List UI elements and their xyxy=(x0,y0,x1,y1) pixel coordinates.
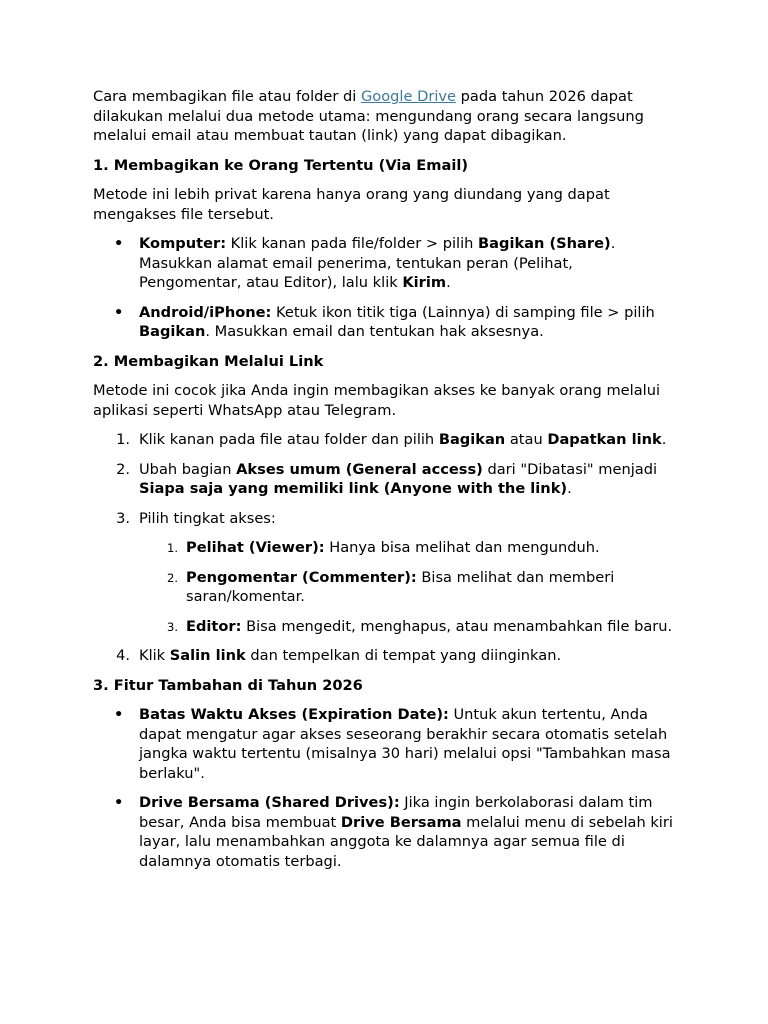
access-level-sub-list xyxy=(139,538,678,636)
list-item-step-1 xyxy=(93,430,678,450)
list-item-shared-drives xyxy=(93,793,678,871)
list-number: 2. xyxy=(116,460,130,478)
item-bold: Salin link xyxy=(169,647,246,664)
item-text: . Masukkan alamat email penerima, tentukan peran (Pelihat, Pengomentar, atau Editor), lalu klik xyxy=(139,235,616,291)
item-text: atau xyxy=(505,431,548,448)
item-label: Pengomentar (Commenter): xyxy=(186,568,417,586)
section-2-numbered-list xyxy=(93,430,678,666)
sub-item-editor xyxy=(139,617,678,637)
item-bold: Bagikan (Share) xyxy=(478,235,611,252)
sub-list-number: 2. xyxy=(167,570,178,585)
section-2-heading: 2. Membagikan Melalui Link xyxy=(93,352,324,370)
item-text: melalui menu di sebelah kiri layar, lalu menambahkan anggota ke dalamnya agar semua file di dalamnya otomatis terbagi. xyxy=(139,813,673,870)
item-text: . xyxy=(446,274,451,291)
item-label: Batas Waktu Akses (Expiration Date): xyxy=(139,706,449,723)
item-text: . xyxy=(567,480,572,497)
item-text: Jika ingin berkolaborasi dalam tim besar, Anda bisa membuat xyxy=(139,794,653,831)
sub-list-number: 1. xyxy=(167,541,178,555)
bullet-icon: • xyxy=(114,303,124,321)
list-item-komputer xyxy=(93,234,678,293)
item-label: Android/iPhone: xyxy=(139,303,272,321)
item-text: Bisa melihat dan memberi saran/komentar. xyxy=(186,568,615,605)
list-item-android-iphone xyxy=(93,303,678,342)
list-number: 4. xyxy=(116,647,130,664)
item-bold: Kirim xyxy=(402,274,447,291)
item-bold: Drive Bersama xyxy=(340,813,462,831)
bullet-icon: • xyxy=(114,794,124,811)
sub-list-number: 3. xyxy=(167,619,178,634)
intro-text-post: pada tahun 2026 dapat dilakukan melalui dua metode utama: mengundang orang secara langsung melalui email atau membuat tautan (link) yang dapat dibagikan. xyxy=(93,88,644,144)
google-drive-link[interactable]: Google Drive xyxy=(361,88,457,105)
section-2-description: Metode ini cocok jika Anda ingin membagikan akses ke banyak orang melalui aplikasi seperti WhatsApp atau Telegram. xyxy=(93,382,660,419)
list-number: 1. xyxy=(116,431,130,448)
section-1-heading: 1. Membagikan ke Orang Tertentu (Via Email) xyxy=(93,156,468,174)
section-1-description: Metode ini lebih privat karena hanya orang yang diundang yang dapat mengakses file tersebut. xyxy=(93,186,610,223)
intro-paragraph xyxy=(93,87,678,146)
item-text: Klik kanan pada file atau folder dan pilih xyxy=(139,431,439,448)
item-text: Hanya bisa melihat dan mengunduh. xyxy=(324,539,600,556)
item-label: Editor: xyxy=(186,617,242,635)
item-bold: Dapatkan link xyxy=(547,431,662,448)
intro-text-pre: Cara membagikan file atau folder di xyxy=(93,88,361,105)
item-bold: Bagikan xyxy=(438,431,506,448)
item-bold: Siapa saja yang memiliki link (Anyone with the link) xyxy=(139,480,568,497)
item-text: Klik kanan pada file/folder > pilih xyxy=(226,235,479,252)
list-item-step-3 xyxy=(93,509,678,637)
item-bold: Akses umum (General access) xyxy=(236,460,483,478)
section-3-heading: 3. Fitur Tambahan di Tahun 2026 xyxy=(93,676,363,694)
item-text: dan tempelkan di tempat yang diinginkan. xyxy=(245,647,562,664)
section-1-bullet-list xyxy=(93,234,678,342)
item-bold: Bagikan xyxy=(139,323,206,340)
item-label: Pelihat (Viewer): xyxy=(186,539,325,556)
list-item-step-4 xyxy=(93,646,678,666)
sub-item-viewer xyxy=(139,538,678,558)
item-text: . Masukkan email dan tentukan hak aksesnya. xyxy=(205,323,544,340)
list-number: 3. xyxy=(116,509,130,527)
bullet-icon: • xyxy=(114,235,124,252)
item-text: Ketuk ikon titik tiga (Lainnya) di samping file > pilih xyxy=(271,303,655,321)
item-text: Klik xyxy=(139,647,170,664)
item-label: Komputer: xyxy=(139,235,227,252)
item-label: Drive Bersama (Shared Drives): xyxy=(139,794,400,811)
item-text: Pilih tingkat akses: xyxy=(139,509,276,527)
item-text: Bisa mengedit, menghapus, atau menambahkan file baru. xyxy=(241,617,673,635)
item-text: dari "Dibatasi" menjadi xyxy=(482,460,658,478)
bullet-icon: • xyxy=(114,706,124,723)
item-text: Untuk akun tertentu, Anda dapat mengatur agar akses seseorang berakhir secara otomatis setelah jangka waktu tertentu (misalnya 30 hari) melalui opsi "Tambahkan masa berlaku". xyxy=(139,706,671,782)
sub-item-commenter xyxy=(139,568,678,607)
list-item-expiration-date xyxy=(93,705,678,783)
item-text: . xyxy=(661,431,667,448)
list-item-step-2 xyxy=(93,460,678,499)
section-3-bullet-list xyxy=(93,705,678,871)
item-text: Ubah bagian xyxy=(139,460,237,478)
